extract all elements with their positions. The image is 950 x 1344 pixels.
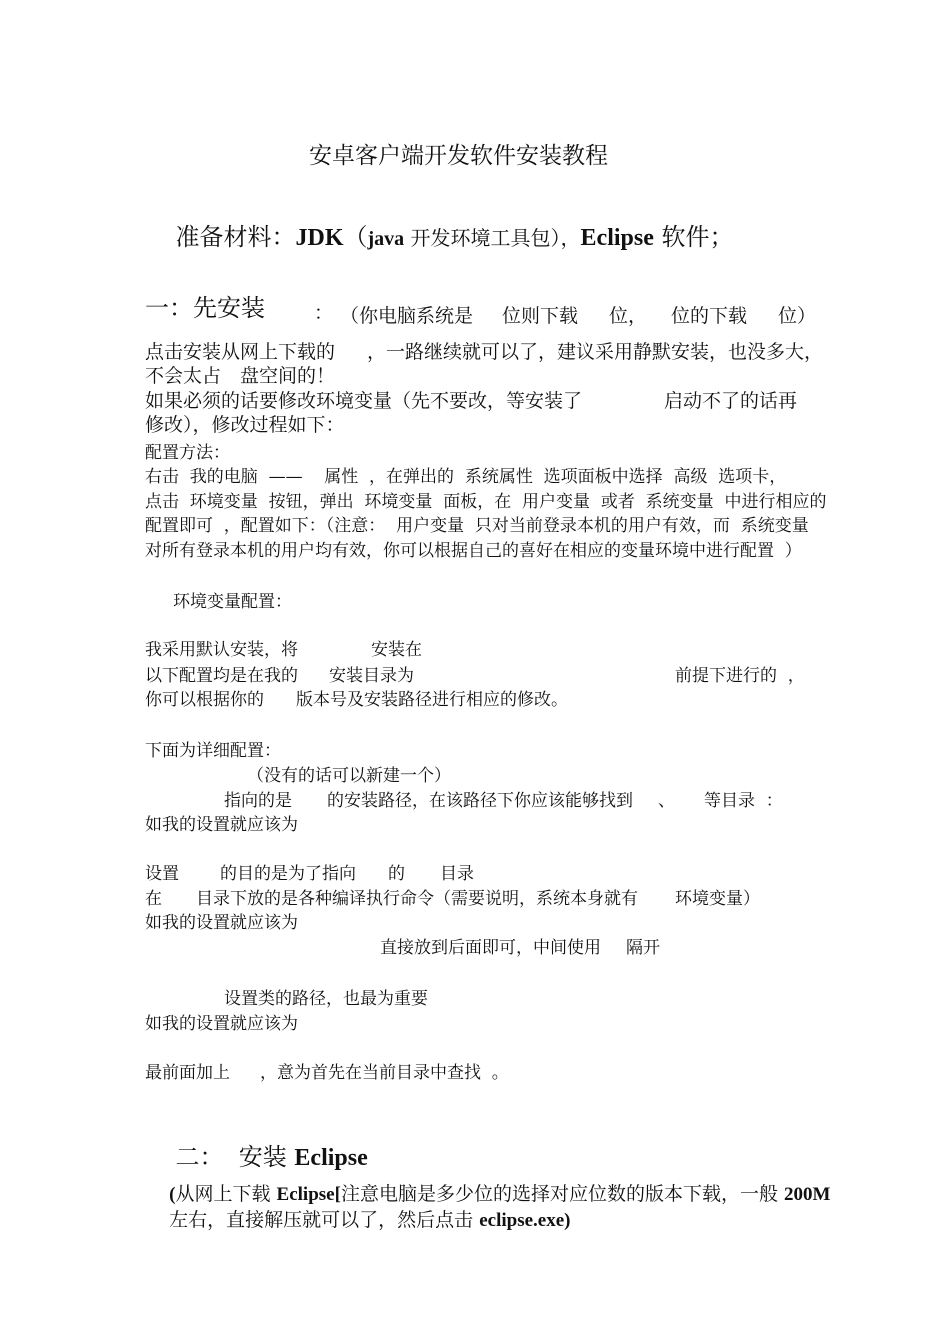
line-1b: ，一路继续就可以了，建议采用静默安装，也没多大，: [367, 341, 824, 363]
materials-suffix: 软件；: [653, 222, 734, 251]
line-16a: 指向的是: [224, 791, 292, 811]
materials-open-paren: （: [343, 222, 368, 251]
line-16d: 等目录 ：: [704, 791, 783, 811]
line-11b: 安装在: [371, 640, 422, 660]
materials-eclipse: Eclipse: [580, 224, 654, 251]
materials-line: [145, 194, 734, 281]
line-16c: 、: [658, 791, 675, 811]
section1-heading: 一：先安装: [145, 294, 265, 322]
p2-exe: eclipse.exe): [479, 1209, 571, 1231]
section1-note-b: 位则下载: [502, 305, 579, 327]
line-24b: ，意为首先在当前目录中查找 。: [260, 1063, 509, 1083]
p1-paren: (: [169, 1183, 176, 1205]
line-1a: 点击安装从网上下载的: [145, 341, 336, 363]
line-12c: 前提下进行的 ，: [675, 666, 805, 686]
line-3b: 启动不了的话再: [664, 390, 798, 412]
line-18b: 的目的是为了指向: [220, 864, 356, 884]
line-19b: 目录下放的是各种编译执行命令（需要说明，系统本身就有: [196, 889, 638, 909]
p1-size: 200M: [783, 1183, 831, 1205]
section1-note-a: （你电脑系统是: [340, 305, 474, 327]
line-24a: 最前面加上: [145, 1063, 230, 1083]
line-19c: 环境变量）: [675, 889, 760, 909]
section1-colon: ：: [314, 302, 334, 324]
section1-note-d: 位的下载: [671, 305, 748, 327]
p1-eclipse: Eclipse[: [276, 1183, 341, 1205]
line-20: 如我的设置就应该为: [145, 913, 298, 933]
page-title: 安卓客户端开发软件安装教程: [309, 143, 608, 169]
line-23: 如我的设置就应该为: [145, 1014, 298, 1034]
line-2a: 不会太占: [145, 365, 222, 387]
line-18d: 目录: [440, 864, 474, 884]
materials-java: java: [367, 227, 405, 250]
line-19a: 在: [145, 889, 162, 909]
line-15: （没有的话可以新建一个）: [247, 766, 451, 786]
line-21b: 隔开: [626, 938, 660, 958]
line-5: 配置方法：: [145, 443, 230, 463]
line-8: 配置即可 ，配置如下：（注意： 用户变量 只对当前登录本机的用户有效，而 系统变量: [145, 516, 809, 536]
line-22: 设置类的路径，也最为重要: [224, 989, 428, 1009]
line-4: 修改），修改过程如下：: [145, 414, 345, 436]
p1-text: 从网上下载: [175, 1182, 277, 1205]
materials-kit: 开发环境工具包），: [404, 225, 581, 250]
line-9: 对所有登录本机的用户均有效，你可以根据自己的喜好在相应的变量环境中进行配置 ）: [145, 541, 802, 561]
line-14: 下面为详细配置：: [145, 741, 281, 761]
section1-note-e: 位）: [778, 305, 817, 327]
line-13b: 版本号及安装路径进行相应的修改。: [296, 690, 568, 710]
line-3a: 如果必须的话要修改环境变量（先不要改，等安装了: [145, 390, 583, 412]
line-10: 环境变量配置：: [173, 592, 292, 612]
line-6: 右击 我的电脑 —— 属性 ，在弹出的 系统属性 选项面板中选择 高级 选项卡，: [145, 467, 787, 487]
section2-heading-eclipse: Eclipse: [294, 1144, 368, 1171]
line-17: 如我的设置就应该为: [145, 815, 298, 835]
line-7: 点击 环境变量 按钮，弹出 环境变量 面板，在 用户变量 或者 系统变量 中进行相应的: [145, 492, 827, 512]
materials-jdk: JDK: [295, 224, 344, 251]
p1-note: 注意电脑是多少位的选择对应位数的版本下载，一般: [340, 1182, 784, 1205]
line-2b: 盘空间的！: [240, 365, 336, 387]
section1-note-c: 位，: [609, 305, 648, 327]
line-12b: 安装目录为: [329, 666, 414, 686]
p2-text: 左右，直接解压就可以了，然后点击: [169, 1208, 480, 1231]
line-12a: 以下配置均是在我的: [145, 666, 298, 686]
line-18a: 设置: [145, 864, 179, 884]
line-16b: 的安装路径，在该路径下你应该能够找到: [327, 791, 633, 811]
section2-paragraph-line2: [145, 1183, 571, 1255]
line-18c: 的: [388, 864, 405, 884]
line-21a: 直接放到后面即可，中间使用: [380, 938, 601, 958]
materials-prefix: 准备材料：: [175, 222, 296, 251]
section2-heading-text: 二： 安装: [175, 1142, 295, 1171]
line-11a: 我采用默认安装，将: [145, 640, 298, 660]
line-13a: 你可以根据你的: [145, 690, 264, 710]
